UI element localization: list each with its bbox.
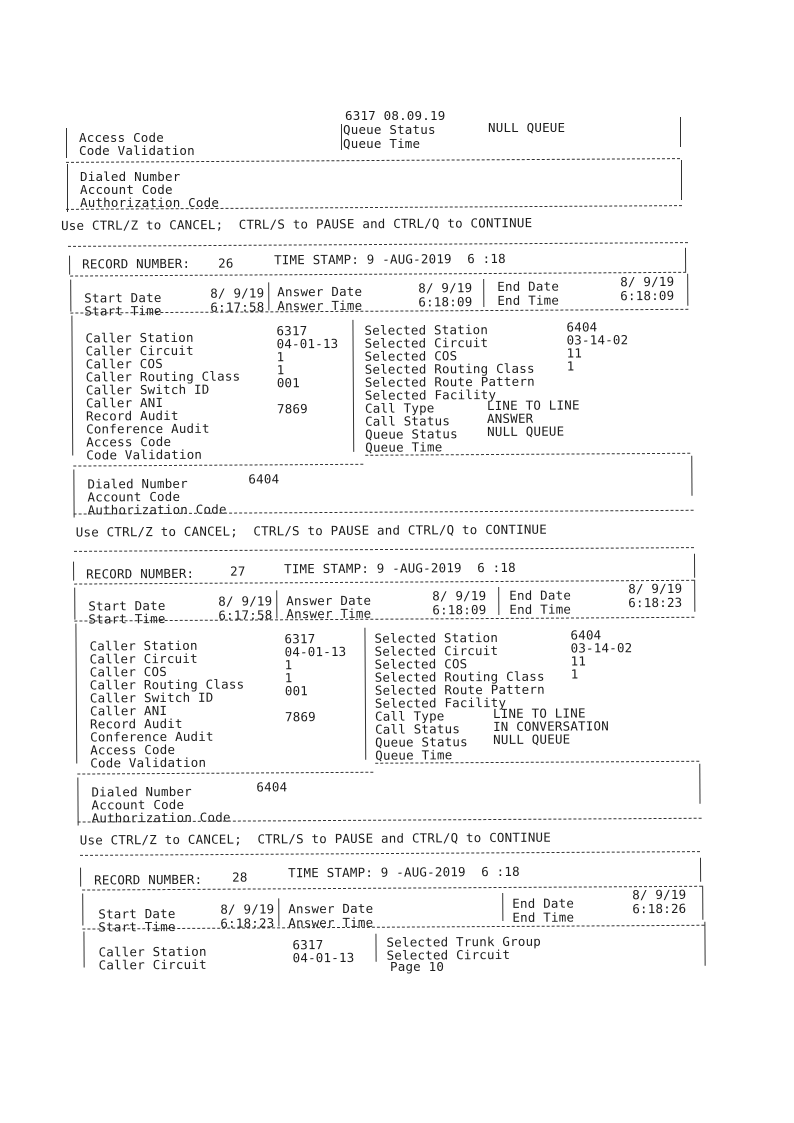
selected-cos-label: Selected COS <box>374 656 468 672</box>
call-status-label: Call Status <box>375 721 461 737</box>
column-divider <box>352 320 354 452</box>
time-stamp: TIME STAMP: 9 -AUG-2019 6 :18 <box>284 559 516 577</box>
column-divider <box>483 279 484 307</box>
end-time-label: End Time <box>497 292 560 308</box>
border-right <box>699 764 700 804</box>
record-audit-value: 7869 <box>284 709 316 725</box>
border-left <box>83 932 84 968</box>
access-code-label: Access Code <box>86 433 172 450</box>
dialed-number-label: Dialed Number <box>80 169 181 184</box>
caller-routing-class-value: 1 <box>284 670 293 686</box>
code-validation-label: Code Validation <box>86 446 203 463</box>
ctrl-instruction: Use CTRL/Z to CANCEL; CTRL/S to PAUSE and CTRL/Q to CONTINUE <box>75 521 548 540</box>
queue-status-value: NULL QUEUE <box>493 731 571 748</box>
start-date-value: 8/ 9/19 <box>210 285 265 301</box>
selected-circuit-value: 03-14-02 <box>570 640 633 656</box>
code-validation-label: Code Validation <box>90 754 207 771</box>
dialed-number-label: Dialed Number <box>91 783 192 800</box>
border-left <box>73 470 74 518</box>
answer-date-label: Answer Date <box>286 592 372 609</box>
record-number-value: 27 <box>230 563 246 579</box>
time-stamp: TIME STAMP: 9 -AUG-2019 6 :18 <box>274 250 506 268</box>
record-27 <box>4 553 794 848</box>
divider <box>74 547 694 552</box>
divider <box>77 772 373 775</box>
record-audit-label: Record Audit <box>89 715 183 732</box>
selected-circuit-label: Selected Circuit <box>364 335 489 351</box>
border-left <box>74 588 75 620</box>
queue-status-value: NULL QUEUE <box>487 423 565 440</box>
caller-cos-label: Caller COS <box>89 664 168 680</box>
caller-circuit-value: 04-01-13 <box>284 643 347 660</box>
caller-cos-label: Caller COS <box>85 356 163 372</box>
column-divider <box>341 124 342 150</box>
account-code-label: Account Code <box>80 182 173 197</box>
selected-routing-class-label: Selected Routing Class <box>364 360 535 377</box>
caller-circuit-label: Caller Circuit <box>85 342 194 359</box>
queue-time-label: Queue Time <box>375 747 453 763</box>
time-stamp: TIME STAMP: 9 -AUG-2019 6 :18 <box>288 863 520 881</box>
border-right <box>704 922 705 966</box>
answer-time-value: 6:18:09 <box>418 294 473 310</box>
caller-routing-class-label: Caller Routing Class <box>85 368 241 385</box>
record-number-label: RECORD NUMBER: <box>94 871 203 888</box>
conference-audit-label: Conference Audit <box>86 420 210 437</box>
column-divider <box>502 893 503 921</box>
authorization-code-label: Authorization Code <box>87 501 227 518</box>
column-divider <box>498 587 499 615</box>
start-date-label: Start Date <box>98 905 176 922</box>
caller-routing-class-label: Caller Routing Class <box>89 676 245 693</box>
call-status-value: ANSWER <box>486 410 534 427</box>
selected-circuit-label: Selected Circuit <box>386 946 511 963</box>
caller-station-label: Caller Station <box>85 329 194 346</box>
call-type-label: Call Type <box>364 400 435 416</box>
caller-circuit-label: Caller Circuit <box>98 956 207 973</box>
border-right <box>691 456 692 496</box>
start-time-label: Start Time <box>88 611 166 627</box>
end-time-label: End Time <box>512 909 575 925</box>
end-time-label: End Time <box>509 601 572 617</box>
end-time-value: 6:18:23 <box>628 594 683 611</box>
call-type-value: LINE TO LINE <box>486 397 580 414</box>
border-left <box>73 562 74 581</box>
record-audit-value: 7869 <box>276 401 308 417</box>
start-time-label: Start Time <box>98 918 176 935</box>
border-left <box>77 778 78 826</box>
selected-station-value: 6404 <box>566 319 598 335</box>
border-right <box>685 248 686 272</box>
caller-cos-value: 1 <box>276 349 285 365</box>
end-time-value: 6:18:09 <box>620 287 675 304</box>
divider <box>80 851 700 856</box>
call-status-value: IN CONVERSATION <box>492 718 609 735</box>
record-26 <box>0 247 794 542</box>
selected-cos-label: Selected COS <box>364 348 458 364</box>
selected-cos-value: 11 <box>566 345 583 361</box>
border-left <box>69 256 70 275</box>
caller-station-label: Caller Station <box>89 637 198 654</box>
access-code-label: Access Code <box>79 130 164 145</box>
authorization-code-label: Authorization Code <box>80 195 220 210</box>
top-header: 6317 08.09.19 <box>345 108 446 123</box>
start-date-label: Start Date <box>84 290 162 306</box>
selected-routing-class-value: 1 <box>566 358 575 374</box>
selected-facility-label: Selected Facility <box>374 694 507 711</box>
queue-status-label: Queue Status <box>343 122 436 137</box>
border-right <box>702 886 703 920</box>
border-left <box>82 894 83 926</box>
start-date-label: Start Date <box>88 598 166 614</box>
border-left <box>75 624 77 764</box>
end-date-value: 8/ 9/19 <box>620 273 675 290</box>
divider <box>82 925 704 930</box>
call-type-label: Call Type <box>374 708 445 724</box>
answer-time-value: 6:18:09 <box>432 602 487 618</box>
answer-date-label: Answer Date <box>277 283 363 300</box>
start-time-value: 6:17:58 <box>210 299 265 315</box>
caller-switch-id-label: Caller Switch ID <box>89 689 214 706</box>
caller-circuit-value: 04-01-13 <box>276 335 339 352</box>
queue-time-label: Queue Time <box>343 136 421 151</box>
selected-station-label: Selected Station <box>364 322 489 338</box>
authorization-code-label: Authorization Code <box>91 809 231 826</box>
end-date-label: End Date <box>497 278 560 294</box>
answer-date-label: Answer Date <box>288 900 374 917</box>
selected-trunk-group-label: Selected Trunk Group <box>386 933 542 950</box>
answer-date-value: 8/ 9/19 <box>418 280 473 296</box>
selected-routing-class-value: 1 <box>570 666 579 682</box>
start-time-value: 6:18:23 <box>220 915 275 931</box>
border-left <box>66 128 67 158</box>
queue-status-value: NULL QUEUE <box>488 120 566 135</box>
column-divider <box>375 934 376 962</box>
column-divider <box>278 898 279 926</box>
selected-facility-label: Selected Facility <box>364 386 497 403</box>
account-code-label: Account Code <box>91 796 185 813</box>
caller-cos-value: 1 <box>284 657 293 673</box>
border-right <box>694 580 695 612</box>
end-date-label: End Date <box>509 587 572 603</box>
code-validation-label: Code Validation <box>79 143 195 158</box>
divider <box>74 617 694 622</box>
answer-time-label: Answer Time <box>286 605 372 622</box>
column-divider <box>276 590 277 618</box>
answer-time-label: Answer Time <box>288 914 374 931</box>
caller-ani-label: Caller ANI <box>89 703 168 719</box>
column-divider <box>364 628 366 760</box>
page-number: Page 10 <box>390 959 445 974</box>
divider <box>73 464 363 467</box>
caller-switch-id-label: Caller Switch ID <box>85 381 210 398</box>
record-number-value: 28 <box>232 869 248 885</box>
selected-station-value: 6404 <box>570 627 602 643</box>
end-date-value: 8/ 9/19 <box>632 886 687 903</box>
call-status-label: Call Status <box>364 413 451 429</box>
queue-time-label: Queue Time <box>365 439 443 455</box>
caller-ani-label: Caller ANI <box>85 395 164 411</box>
caller-routing-class-value: 1 <box>276 362 285 378</box>
record-number-label: RECORD NUMBER: <box>82 255 191 272</box>
caller-circuit-label: Caller Circuit <box>89 650 198 667</box>
caller-switch-id-value: 001 <box>284 683 309 699</box>
call-type-value: LINE TO LINE <box>492 705 586 722</box>
record-audit-label: Record Audit <box>85 407 179 424</box>
selected-circuit-label: Selected Circuit <box>374 642 499 659</box>
end-date-value: 8/ 9/19 <box>628 580 683 597</box>
end-time-value: 6:18:26 <box>632 900 687 917</box>
border-left <box>80 868 81 887</box>
record-number-label: RECORD NUMBER: <box>86 565 195 582</box>
divider <box>68 242 688 247</box>
start-date-value: 8/ 9/19 <box>218 593 273 609</box>
divider <box>70 309 688 314</box>
end-date-label: End Date <box>512 895 575 911</box>
selected-route-pattern-label: Selected Route Pattern <box>374 681 545 698</box>
ctrl-instruction: Use CTRL/Z to CANCEL; CTRL/S to PAUSE and CTRL/Q to CONTINUE <box>79 829 552 848</box>
selected-circuit-value: 03-14-02 <box>566 332 629 348</box>
account-code-label: Account Code <box>87 488 181 505</box>
start-time-value: 6:17:58 <box>218 607 273 623</box>
queue-status-label: Queue Status <box>375 734 468 750</box>
column-divider <box>268 282 269 310</box>
caller-station-value: 6317 <box>276 323 308 339</box>
ctrl-instruction: Use CTRL/Z to CANCEL; CTRL/S to PAUSE and CTRL/Q to CONTINUE <box>60 215 533 233</box>
border-right <box>680 117 681 147</box>
start-time-label: Start Time <box>84 303 162 319</box>
border-left <box>70 280 71 312</box>
selected-cos-value: 11 <box>570 653 587 669</box>
dialed-number-value: 6404 <box>256 779 288 795</box>
border-left <box>71 316 73 456</box>
border-right <box>700 858 701 882</box>
answer-date-value: 8/ 9/19 <box>432 588 487 604</box>
divider <box>70 272 686 277</box>
record-number-value: 26 <box>218 255 234 271</box>
caller-switch-id-value: 001 <box>276 375 301 391</box>
access-code-label: Access Code <box>90 741 176 758</box>
border-right <box>694 554 695 578</box>
start-date-value: 8/ 9/19 <box>220 901 275 917</box>
border-left <box>67 164 68 212</box>
divider <box>66 158 680 163</box>
border-right <box>687 274 688 306</box>
conference-audit-label: Conference Audit <box>90 728 214 745</box>
selected-routing-class-label: Selected Routing Class <box>374 668 545 685</box>
dialed-number-label: Dialed Number <box>87 475 188 492</box>
dialed-number-value: 6404 <box>248 471 280 487</box>
selected-route-pattern-label: Selected Route Pattern <box>364 373 535 390</box>
caller-station-value: 6317 <box>292 937 324 953</box>
answer-time-label: Answer Time <box>277 297 363 314</box>
caller-circuit-value: 04-01-13 <box>292 949 355 966</box>
caller-station-value: 6317 <box>284 631 316 647</box>
caller-station-label: Caller Station <box>98 943 207 960</box>
queue-status-label: Queue Status <box>365 426 458 442</box>
border-right <box>681 160 682 200</box>
selected-station-label: Selected Station <box>374 629 499 646</box>
